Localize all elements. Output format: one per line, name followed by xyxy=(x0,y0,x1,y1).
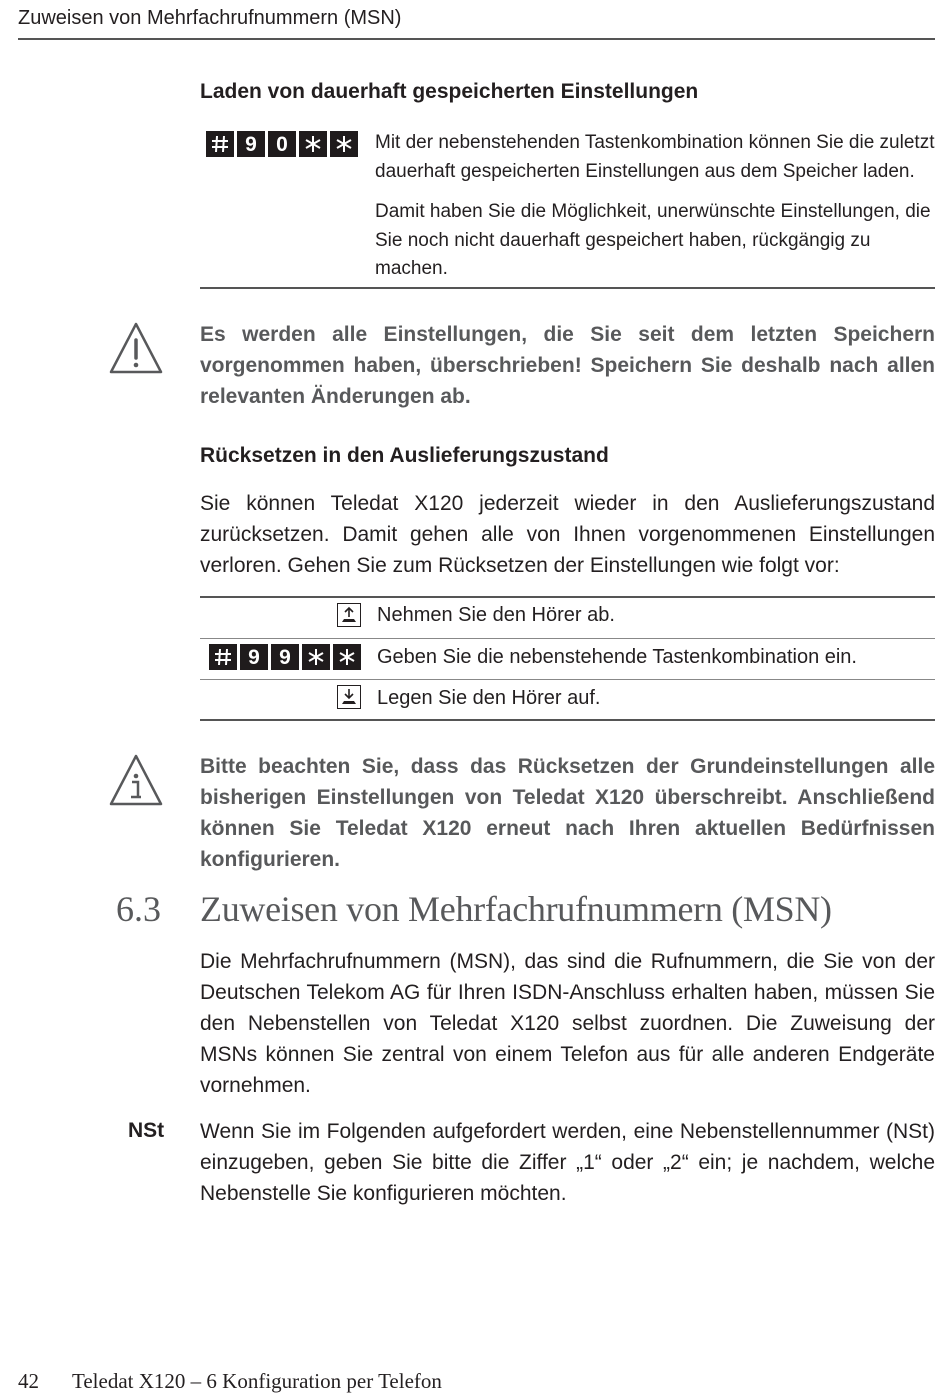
load-text-2: Damit haben Sie die Möglichkeit, unerwünschte Einstellungen, die Sie noch nicht dauerhaft gespeichert haben, rückgängig zu machen. xyxy=(375,201,931,279)
table-rule xyxy=(200,287,935,289)
running-header: Zuweisen von Mehrfachrufnummern (MSN) xyxy=(18,7,402,29)
table-row-divider xyxy=(200,638,935,639)
footer-text: Teledat X120 – 6 Konfiguration per Telefon xyxy=(72,1369,442,1393)
page-number: 42 xyxy=(18,1369,39,1393)
key-digit: 9 xyxy=(271,644,299,670)
key-star-icon xyxy=(330,131,358,157)
key-star-icon xyxy=(302,644,330,670)
warning-text: Es werden alle Einstellungen, die Sie seit dem letzten Speichern vorgenommen haben, überschrieben! Speichern Sie deshalb nach allen relevanten Änderungen ab. xyxy=(200,323,935,408)
info-icon xyxy=(108,752,164,813)
handset-lift-icon xyxy=(337,603,361,627)
table-row-divider xyxy=(200,679,935,680)
key-combo-load xyxy=(206,131,358,157)
table-rule xyxy=(200,719,935,721)
heading-load-settings: Laden von dauerhaft gespeicherten Einstellungen xyxy=(200,80,699,103)
section-number: 6.3 xyxy=(116,889,161,929)
key-digit: 9 xyxy=(237,131,265,157)
header-rule xyxy=(18,38,935,40)
msn-paragraph-2: Wenn Sie im Folgenden aufgefordert werden, eine Nebenstellennummer (NSt) einzugeben, geben Sie bitte die Ziffer „1“ oder „2“ ein; je nachdem, welche Nebenstelle Sie konfigurieren möchten. xyxy=(200,1120,935,1205)
warning-icon xyxy=(108,320,164,381)
step-1-text: Nehmen Sie den Hörer ab. xyxy=(377,604,615,626)
table-rule xyxy=(200,596,935,598)
key-star-icon xyxy=(299,131,327,157)
margin-label-nst: NSt xyxy=(128,1119,165,1142)
heading-reset: Rücksetzen in den Auslieferungszustand xyxy=(200,444,609,467)
key-combo-reset xyxy=(209,644,361,670)
info-text: Bitte beachten Sie, dass das Rücksetzen der Grundeinstellungen alle bisherigen Einstellungen von Teledat X120 überschreibt. Anschließend können Sie Teledat X120 erneut nach Ihren aktuellen Bedürfnissen konfigurieren. xyxy=(200,755,935,871)
key-hash-icon xyxy=(209,644,237,670)
step-2-text: Geben Sie die nebenstehende Tastenkombination ein. xyxy=(377,646,857,668)
key-digit: 0 xyxy=(268,131,296,157)
key-star-icon xyxy=(333,644,361,670)
key-digit: 9 xyxy=(240,644,268,670)
section-title: Zuweisen von Mehrfachrufnummern (MSN) xyxy=(200,889,832,929)
step-3-text: Legen Sie den Hörer auf. xyxy=(377,687,601,709)
reset-intro: Sie können Teledat X120 jederzeit wieder in den Auslieferungszustand zurücksetzen. Damit gehen alle von Ihnen vorgenommenen Einstellungen verloren. Gehen Sie zum Rücksetzen der Einstellungen wie folgt vor: xyxy=(200,492,935,577)
msn-paragraph-1: Die Mehrfachrufnummern (MSN), das sind die Rufnummern, die Sie von der Deutschen Telekom AG für Ihren ISDN-Anschluss erhalten haben, müssen Sie den Nebenstellen von Teledat X120 selbst zuordnen. Die Zuweisung der MSNs können Sie zentral von einem Telefon aus für alle anderen Endgeräte vornehmen. xyxy=(200,950,935,1097)
handset-hangup-icon xyxy=(337,685,361,709)
key-hash-icon xyxy=(206,131,234,157)
load-text-1: Mit der nebenstehenden Tastenkombination können Sie die zuletzt dauerhaft gespeicherten Einstellungen aus dem Speicher laden. xyxy=(375,132,935,182)
